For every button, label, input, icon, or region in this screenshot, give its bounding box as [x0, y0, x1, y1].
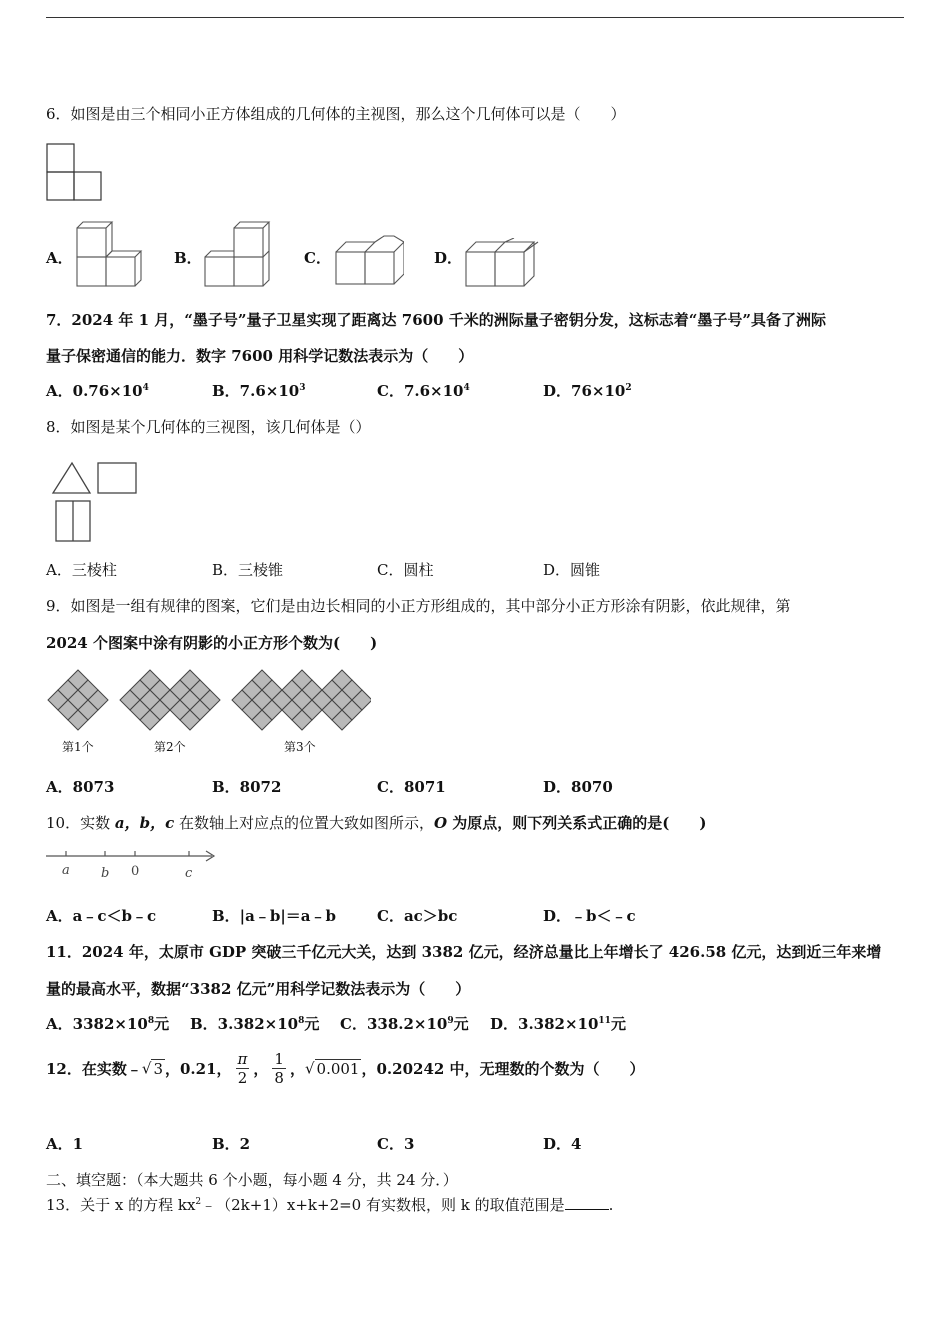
q10-option-b: B．|a﹣b|＝a﹣b — [212, 907, 337, 925]
q7-stem-line1: 7．2024 年 1 月，“墨子号”量子卫星实现了距离达 7600 千米的洲际量子密钥分发，这标志着“墨子号”具备了洲际 — [46, 311, 826, 329]
q10-option-d: D．﹣b＜﹣c — [543, 907, 636, 925]
q12-sqrt3: √ 3 — [141, 1059, 163, 1078]
q9-caption-2: 第2个 — [154, 740, 186, 754]
q10-axis-label-c: c — [185, 866, 193, 881]
q9-option-c: C．8071 — [377, 778, 446, 796]
q6-option-a-label: A． — [46, 249, 73, 267]
q8-three-views-figure — [46, 455, 142, 545]
q9-option-a: A．8073 — [46, 778, 115, 796]
q9-stem-line2: 2024 个图案中涂有阴影的小正方形个数为( ) — [46, 634, 378, 652]
q10-option-c: C．ac＞bc — [377, 907, 458, 925]
q11-option-b: B．$3.382\times 10^8$元 — [190, 1015, 320, 1033]
section-2-heading: 二、填空题：（本大题共 6 个小题，每小题 4 分，共 24 分．） — [46, 1171, 458, 1189]
q9-caption-1: 第1个 — [62, 740, 94, 754]
q6-front-view-figure — [46, 143, 106, 203]
q6-option-c-figure — [332, 234, 404, 290]
q9-stem-line1: 9．如图是一组有规律的图案，它们是由边长相同的小正方形组成的，其中部分小正方形涂有阴影，依此规律，第 — [46, 597, 791, 615]
q11-option-c: C．$338.2\times 10^9$元 — [340, 1015, 469, 1033]
q12-stem: 12．在实数﹣√ 3 ，0.21， $\frac{\pi}{2}$ ， $\frac{1}{8}$ ，√ 0.001 ，0.20242 中，无理数的个数为（ ） — [46, 1050, 645, 1087]
q6-option-b-figure — [200, 214, 272, 290]
header-rule — [46, 17, 904, 18]
q6-option-d-figure — [462, 238, 542, 290]
q10-stem: 10．实数 a，b，c 在数轴上对应点的位置大致如图所示，O 为原点，则下列关系式正确的是( ) — [46, 814, 707, 832]
q6-option-d-label: D． — [434, 249, 463, 267]
q9-pattern-figure — [46, 668, 371, 734]
q9-option-b: B．8072 — [212, 778, 282, 796]
q13-answer-blank[interactable] — [565, 1195, 609, 1210]
q8-option-b: B．三棱锥 — [212, 561, 284, 579]
q12-option-a: A．1 — [46, 1135, 84, 1153]
q9-caption-3: 第3个 — [284, 740, 316, 754]
q11-stem-line2: 量的最高水平，数据“3382 亿元”用科学记数法表示为（ ） — [46, 980, 471, 998]
q8-option-a: A．三棱柱 — [46, 561, 117, 579]
q8-option-d: D．圆锥 — [543, 561, 601, 579]
q9-option-d: D．8070 — [543, 778, 613, 796]
q10-option-a: A．a﹣c＜b﹣c — [46, 907, 157, 925]
q12-one-over-8: $\frac{1}{8}$ — [274, 1050, 284, 1087]
q12-sqrt-0001: √ 0.001 — [304, 1059, 360, 1078]
q6-stem: 6．如图是由三个相同小正方体组成的几何体的主视图，那么这个几何体可以是（ ） — [46, 105, 626, 123]
q11-option-d: D．$3.382\times 10^{11}$元 — [490, 1015, 626, 1033]
q6-option-b-label: B． — [174, 249, 202, 267]
q12-option-d: D．4 — [543, 1135, 582, 1153]
q10-axis-label-a: a — [62, 863, 70, 878]
q7-stem-line2: 量子保密通信的能力．数字 7600 用科学记数法表示为（ ） — [46, 347, 474, 365]
q7-option-a: A．$0.76\times 10^4$ — [46, 382, 149, 400]
q6-option-a-figure — [72, 218, 144, 290]
q10-axis-label-b: b — [101, 866, 110, 881]
q7-option-d: D．$76\times 10^2$ — [543, 382, 632, 400]
q12-pi-over-2: $\frac{\pi}{2}$ — [237, 1050, 248, 1087]
q10-number-line-figure — [44, 846, 220, 882]
q10-axis-label-0: 0 — [131, 864, 140, 879]
q13-stem: 13．关于 x 的方程 $kx^2﹣(2k+1)x+k+2=0$ 有实数根，则 k 的取值范围是 . — [46, 1196, 614, 1214]
q12-option-b: B．2 — [212, 1135, 251, 1153]
q8-stem: 8．如图是某个几何体的三视图，该几何体是（） — [46, 418, 371, 436]
q7-option-c: C．$7.6\times 10^4$ — [377, 382, 470, 400]
q12-option-c: C．3 — [377, 1135, 415, 1153]
q7-option-b: B．$7.6\times 10^3$ — [212, 382, 306, 400]
q11-option-a: A．$3382\times 10^8$元 — [46, 1015, 170, 1033]
q11-stem-line1: 11．2024 年，太原市 GDP 突破三千亿元大关，达到 3382 亿元，经济总量比上年增长了 426.58 亿元，达到近三年来增 — [46, 943, 882, 961]
q8-option-c: C．圆柱 — [377, 561, 434, 579]
q6-option-c-label: C． — [304, 249, 331, 267]
